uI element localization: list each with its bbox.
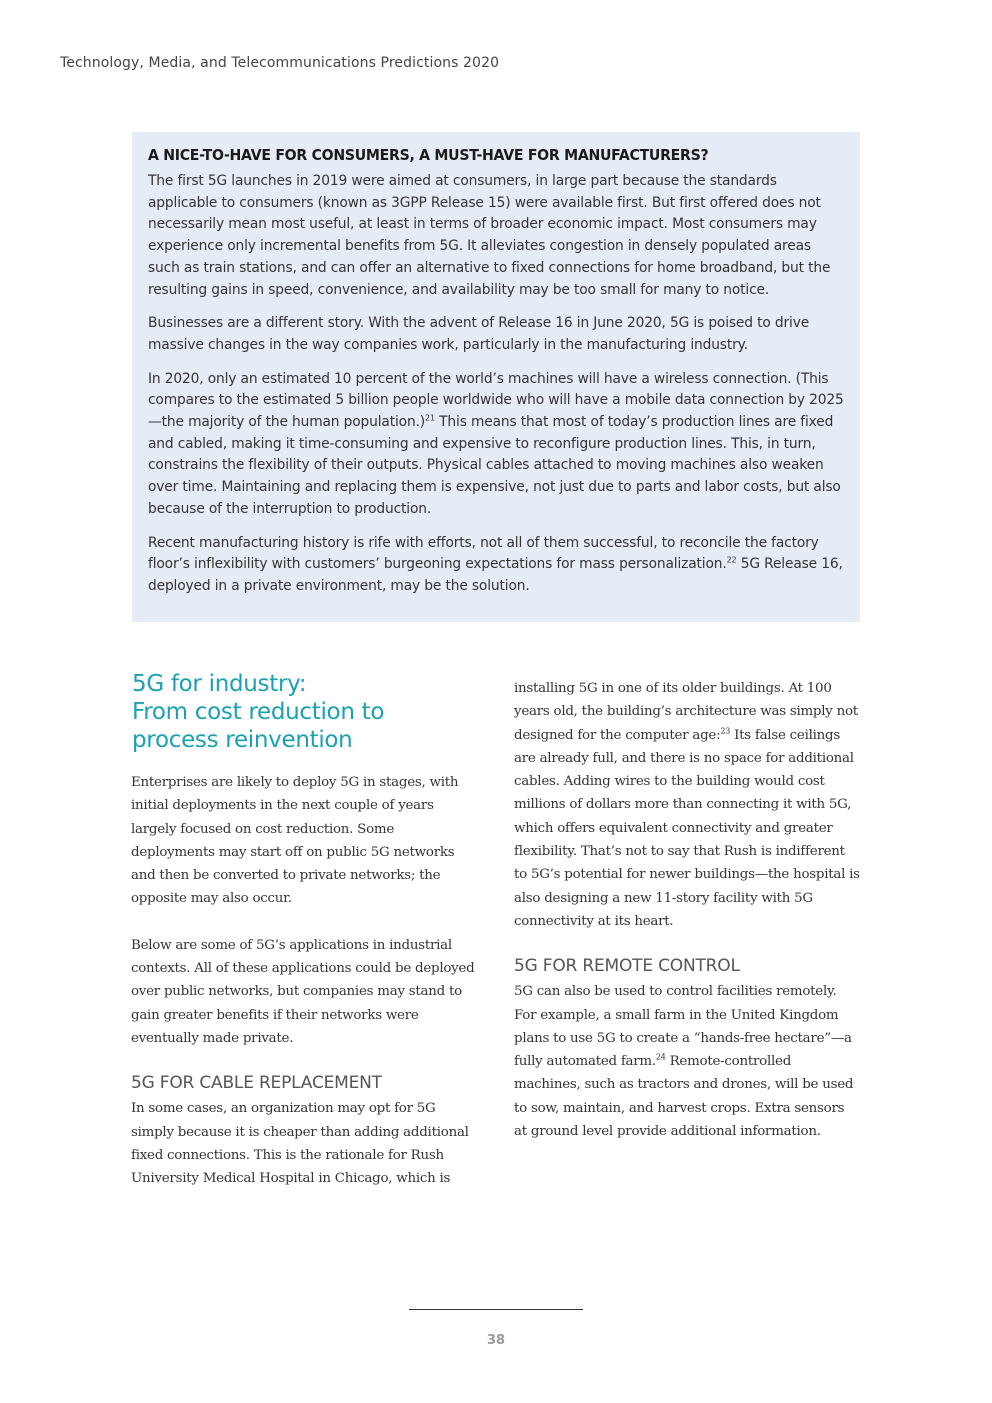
- section-heading-line-2: From cost reduction to: [132, 699, 385, 725]
- endnote-ref-24: 24: [655, 1052, 666, 1062]
- right-column: [514, 677, 860, 1166]
- sidebar-title: A NICE-TO-HAVE FOR CONSUMERS, A MUST-HAVE FOR MANUFACTURERS?: [148, 146, 709, 164]
- sidebar-paragraph-4: [148, 533, 844, 598]
- sidebar-paragraph-4-text-a: Recent manufacturing history is rife with efforts, not all of them successful, to reconcile the factory floor’s inflexibility with customers’ burgeoning expectations for mass personalization.: [148, 534, 819, 573]
- page-number: 38: [486, 1333, 506, 1348]
- cable-replacement-heading: 5G FOR CABLE REPLACEMENT: [131, 1073, 382, 1094]
- remote-control-paragraph: [514, 980, 860, 1143]
- cable-replacement-paragraph-2: [514, 677, 860, 933]
- cable-replacement-paragraph-2-text-b: Its false ceilings are already full, and there is no space for additional cables. Adding wires to the building would cost millions of dollars more than connecting it with 5G, which offers equivalent connectivity and greater flexibility. That’s not to say that Rush is indifferent to 5G’s potential for newer buildings—the hospital is also designing a new 11-story facility with 5G connectivity at its heart.: [514, 727, 860, 929]
- cable-replacement-paragraph-1: In some cases, an organization may opt for 5G simply because it is cheaper than adding additional fixed connections. This is the rationale for Rush University Medical Hospital in Chicago, which is: [131, 1101, 469, 1187]
- remote-control-paragraph-text-b: Remote-controlled machines, such as tractors and drones, will be used to sow, maintain, and harvest crops. Extra sensors at ground level provide additional information.: [514, 1054, 854, 1140]
- sidebar-paragraph-3-text-a: In 2020, only an estimated 10 percent of the world’s machines will have a wireless connection. (This compares to the estimated 5 billion people worldwide who will have a mobile data connection by 2025—the majority of the human population.): [148, 370, 844, 431]
- sidebar-paragraph-1: The first 5G launches in 2019 were aimed at consumers, in large part because the standards applicable to consumers (known as 3GPP Release 15) were available first. But first offered does not necessarily mean most useful, at least in terms of broader economic impact. Most consumers may experience only incremental benefits from 5G. It alleviates congestion in densely populated areas such as train stations, and can offer an alternative to fixed connections for home broadband, but the resulting gains in speed, convenience, and availability may be too small for many to notice.: [148, 173, 831, 298]
- sidebar-paragraph-2: Businesses are a different story. With the advent of Release 16 in June 2020, 5G is poised to drive massive changes in the way companies work, particularly in the manufacturing industry.: [148, 315, 810, 353]
- footer-divider: [409, 1309, 583, 1310]
- remote-control-heading: 5G FOR REMOTE CONTROL: [514, 956, 740, 977]
- section-heading: [132, 670, 477, 754]
- left-column: [131, 670, 477, 1213]
- cable-replacement-paragraph-2-text-a: installing 5G in one of its older buildings. At 100 years old, the building’s architecture was simply not designed for the computer age:: [514, 681, 858, 743]
- remote-control-paragraph-text-a: 5G can also be used to control facilities remotely. For example, a small farm in the United Kingdom plans to use 5G to create a “hands-free hectare”—a fully automated farm.: [514, 984, 852, 1070]
- sidebar-paragraph-3: [148, 369, 844, 521]
- body-paragraph-2: Below are some of 5G’s applications in industrial contexts. All of these applications could be deployed over public networks, but companies may stand to gain greater benefits if their networks were eventually made private.: [131, 937, 475, 1046]
- sidebar-paragraph-3-text-b: This means that most of today’s production lines are fixed and cabled, making it time-consuming and expensive to reconfigure production lines. This, in turn, constrains the flexibility of their outputs. Physical cables attached to moving machines also weaken over time. Maintaining and replacing them is expensive, not just due to parts and labor costs, but also because of the interruption to production.: [148, 414, 841, 517]
- endnote-ref-21: 21: [425, 413, 435, 423]
- sidebar-box: [132, 132, 860, 622]
- endnote-ref-23: 23: [720, 726, 731, 736]
- endnote-ref-22: 22: [726, 555, 737, 565]
- body-paragraph-1: Enterprises are likely to deploy 5G in stages, with initial deployments in the next couple of years largely focused on cost reduction. Some deployments may start off on public 5G networks and then be converted to private networks; the opposite may also occur.: [131, 775, 459, 907]
- running-header: Technology, Media, and Telecommunications Predictions 2020: [60, 55, 500, 71]
- section-heading-line-1: 5G for industry:: [132, 671, 307, 697]
- sidebar-paragraph-4-text-b: 5G Release 16, deployed in a private environment, may be the solution.: [148, 556, 843, 594]
- section-heading-line-3: process reinvention: [132, 727, 353, 753]
